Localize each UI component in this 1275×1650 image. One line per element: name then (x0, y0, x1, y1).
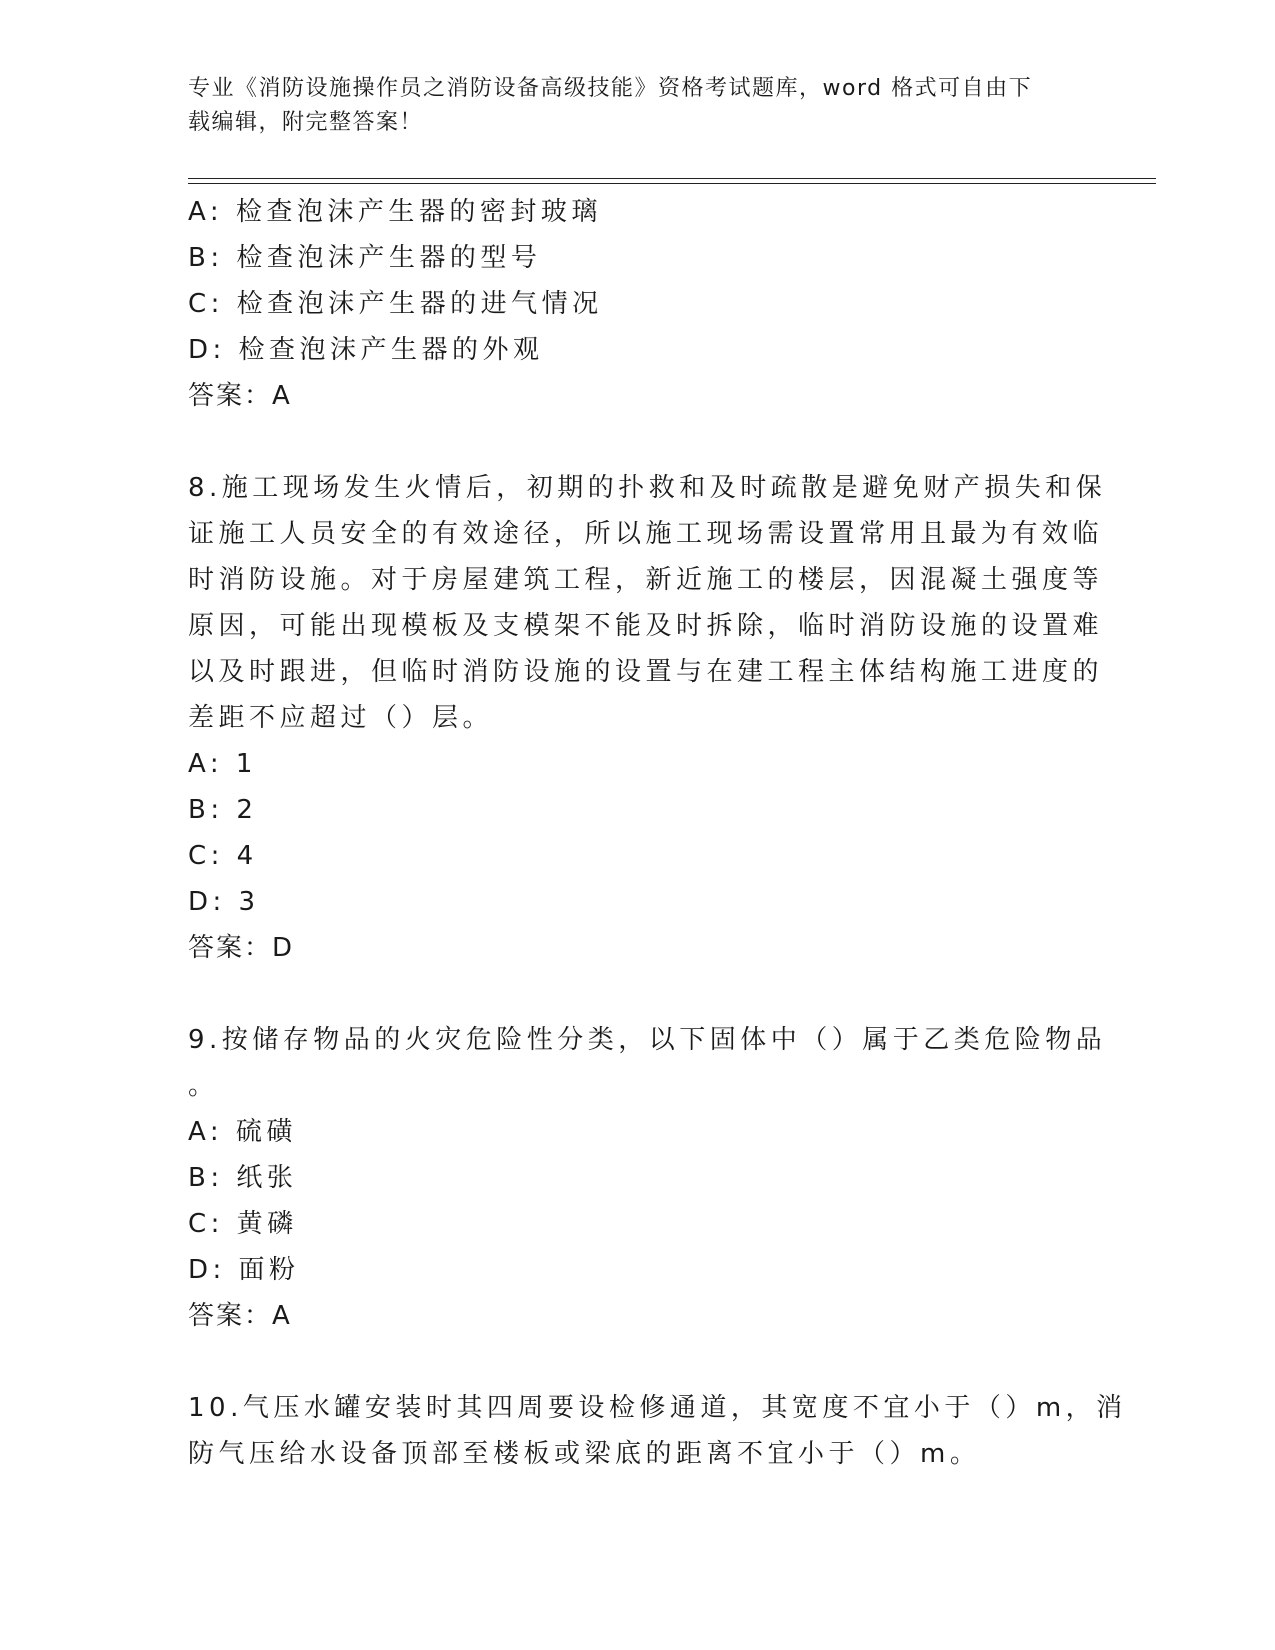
stem-line: 以及时跟进，但临时消防设施的设置与在建工程主体结构施工进度的 (188, 657, 1104, 687)
stem-line: 时消防设施。对于房屋建筑工程，新近施工的楼层，因混凝土强度等 (188, 565, 1104, 595)
stem-line: 10.气压水罐安装时其四周要设检修通道，其宽度不宜小于（）m，消 (188, 1393, 1127, 1423)
question-7 (188, 189, 1068, 419)
option-c: C: 黄磷 (188, 1209, 298, 1239)
option-b: B: 纸张 (188, 1163, 298, 1193)
question-10 (188, 1385, 1127, 1477)
option-a: A: 1 (188, 749, 257, 779)
question-stem (188, 1385, 1127, 1477)
header-divider-top (188, 178, 1156, 179)
option-b: B: 2 (188, 795, 258, 825)
option-c: C: 4 (188, 841, 258, 871)
answer: 答案：D (188, 933, 295, 963)
question-stem (188, 465, 1107, 741)
option-a: A: 检查泡沫产生器的密封玻璃 (188, 197, 602, 227)
spacer (188, 971, 1068, 1017)
spacer (188, 1339, 1068, 1385)
option-c: C: 检查泡沫产生器的进气情况 (188, 289, 603, 319)
stem-line: 原因，可能出现模板及支模架不能及时拆除，临时消防设施的设置难 (188, 611, 1104, 641)
option-d: D: 面粉 (188, 1255, 300, 1285)
stem-line: 差距不应超过（）层。 (188, 703, 494, 733)
question-9 (188, 1017, 1107, 1339)
stem-line: 。 (188, 1071, 219, 1101)
question-8 (188, 465, 1107, 971)
document-header (188, 72, 1068, 140)
option-b: B: 检查泡沫产生器的型号 (188, 243, 542, 273)
header-line-2: 载编辑，附完整答案！ (188, 110, 424, 135)
answer: 答案：A (188, 381, 292, 411)
header-line-1: 专业《消防设施操作员之消防设备高级技能》资格考试题库，word 格式可自由下 (188, 76, 1033, 101)
stem-line: 防气压给水设备顶部至楼板或梁底的距离不宜小于（）m。 (188, 1439, 981, 1469)
header-divider-bottom (188, 183, 1156, 184)
stem-line: 证施工人员安全的有效途径，所以施工现场需设置常用且最为有效临 (188, 519, 1104, 549)
question-stem (188, 1017, 1107, 1109)
option-d: D: 3 (188, 887, 260, 917)
stem-line: 8.施工现场发生火情后，初期的扑救和及时疏散是避免财产损失和保 (188, 473, 1107, 503)
option-a: A: 硫磺 (188, 1117, 297, 1147)
stem-line: 9.按储存物品的火灾危险性分类，以下固体中（）属于乙类危险物品 (188, 1025, 1107, 1055)
spacer (188, 419, 1068, 465)
option-d: D: 检查泡沫产生器的外观 (188, 335, 544, 365)
answer: 答案：A (188, 1301, 292, 1331)
question-list (188, 189, 1127, 1477)
